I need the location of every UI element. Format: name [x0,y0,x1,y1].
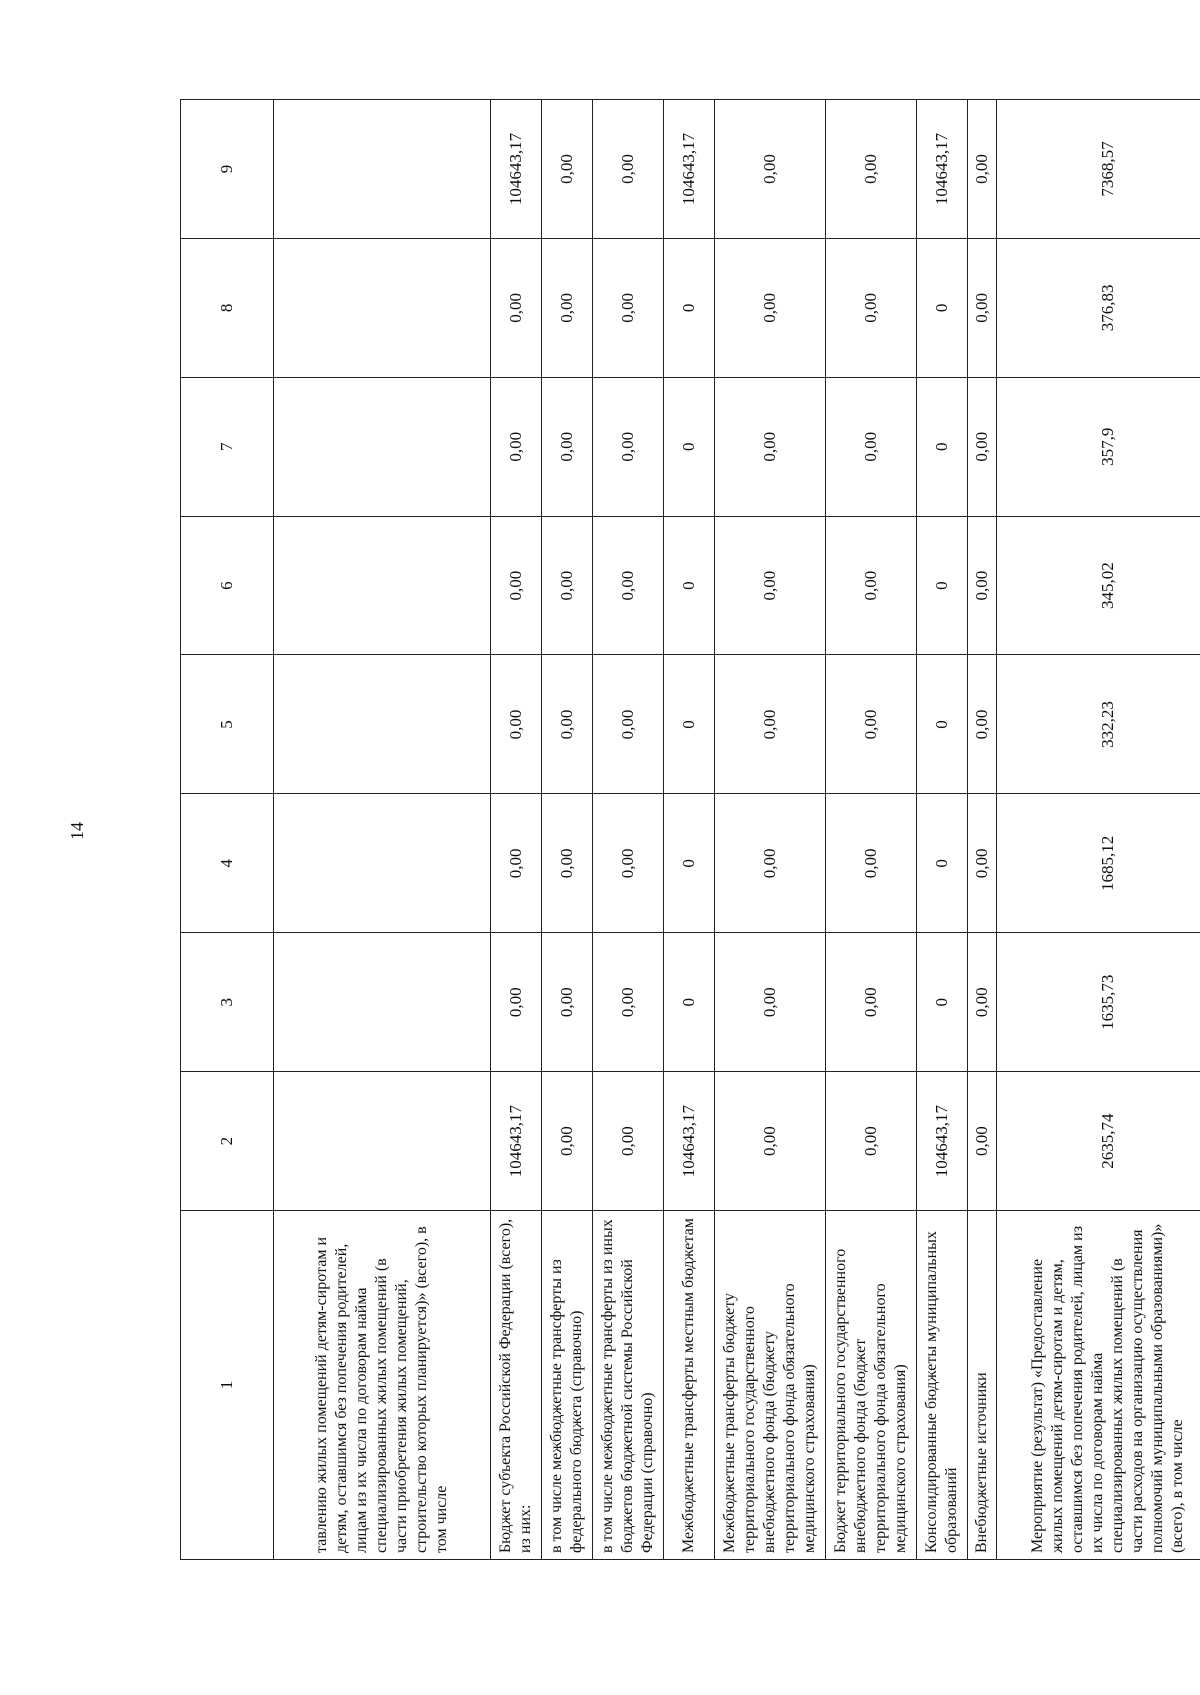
table-cell: 0,00 [968,1072,997,1211]
table-cell: 0,00 [826,933,917,1072]
table-cell: 104643,17 [917,1072,968,1211]
column-header: 4 [181,794,274,933]
table-row [968,100,997,1560]
table-cell: 0,00 [826,377,917,516]
row-label: Межбюджетные трансферты местным бюджетам [664,1211,715,1560]
table-cell: 104643,17 [664,1072,715,1211]
column-header: 1 [181,1211,274,1560]
table-cell: 332,23 [997,655,1200,794]
table-cell: 0,00 [715,1072,826,1211]
table-cell: 104643,17 [664,100,715,239]
table-cell: 0,00 [968,100,997,239]
table-cell: 0,00 [715,238,826,377]
table-cell: 0,00 [542,655,593,794]
table-cell: 104643,17 [917,100,968,239]
table-cell: 104643,17 [491,1072,542,1211]
table-cell: 0,00 [542,516,593,655]
table-cell: 0 [664,655,715,794]
table-cell: 0,00 [542,238,593,377]
table-cell: 0,00 [542,933,593,1072]
table-cell: 0,00 [542,100,593,239]
table-cell: 357,9 [997,377,1200,516]
table-cell: 0,00 [491,794,542,933]
table-cell: 2635,74 [997,1072,1200,1211]
column-header: 8 [181,238,274,377]
table-cell [274,794,491,933]
table-cell: 0,00 [491,377,542,516]
row-label: Бюджет субъекта Российской Федерации (всего), из них: [491,1211,542,1560]
table-cell: 0 [917,794,968,933]
table-cell: 0,00 [968,238,997,377]
table-cell: 0,00 [968,933,997,1072]
table-cell: 0,00 [542,1072,593,1211]
table-cell: 0 [917,516,968,655]
row-label: Мероприятие (результат) «Предоставление жилых помещений детям-сиротам и детям, оставшимся без попечения родителей, лицам из их числа по договорам найма специализированных жилых помещений (в части расходов на организацию осуществления полномочий муниципальными образованиями)» (всего), в том числе [997,1211,1200,1560]
budget-table [180,99,1200,1560]
column-header: 5 [181,655,274,794]
table-cell: 1685,12 [997,794,1200,933]
table-cell: 0,00 [715,100,826,239]
table-cell: 0,00 [826,100,917,239]
table-cell: 376,83 [997,238,1200,377]
table-cell: 0 [917,655,968,794]
row-label: Консолидированные бюджеты муниципальных образований [917,1211,968,1560]
column-header: 6 [181,516,274,655]
table-row [826,100,917,1560]
table-cell: 104643,17 [491,100,542,239]
column-header: 9 [181,100,274,239]
table-cell: 0 [917,377,968,516]
table-cell: 1635,73 [997,933,1200,1072]
table-cell [274,1072,491,1211]
table-cell: 0,00 [491,238,542,377]
table-cell: 0 [664,516,715,655]
table-cell: 0,00 [593,794,664,933]
table-cell: 0,00 [826,794,917,933]
table-cell: 0,00 [968,655,997,794]
table-cell: 345,02 [997,516,1200,655]
table-cell: 0,00 [715,655,826,794]
column-header: 7 [181,377,274,516]
table-cell: 0,00 [593,516,664,655]
row-label: тавлению жилых помещений детям-сиротам и детям, оставшимся без попечения родителей, лицам из их числа по договорам найма специализированных жилых помещений (в части приобретения жилых помещений, строительство которых планируется)» (всего), в том числе [274,1211,491,1560]
table-cell: 0,00 [491,516,542,655]
table-row [917,100,968,1560]
table-cell: 0,00 [491,933,542,1072]
table-cell: 0,00 [593,100,664,239]
table-cell: 0,00 [593,1072,664,1211]
table-cell: 0,00 [715,377,826,516]
table-row [593,100,664,1560]
table-cell: 0,00 [826,655,917,794]
table-row [491,100,542,1560]
table-cell: 0,00 [593,933,664,1072]
table-row [542,100,593,1560]
table-cell: 0,00 [593,655,664,794]
table-cell [274,516,491,655]
table-cell [274,100,491,239]
table-cell: 0,00 [715,794,826,933]
row-label: Внебюджетные источники [968,1211,997,1560]
row-label: в том числе межбюджетные трансферты из иных бюджетов бюджетной системы Российской Федерации (справочно) [593,1211,664,1560]
table-cell [274,377,491,516]
table-row [664,100,715,1560]
table-cell: 0,00 [593,377,664,516]
table-cell [274,238,491,377]
table-cell: 0 [664,794,715,933]
table-rotator [180,100,1186,1560]
table-cell: 0 [664,238,715,377]
table-cell: 0,00 [542,377,593,516]
page-number: 14 [67,822,87,840]
table-cell: 0,00 [826,238,917,377]
table-cell: 0,00 [715,516,826,655]
table-cell: 7368,57 [997,100,1200,239]
table-cell [274,933,491,1072]
table-header-row [181,100,274,1560]
table-cell: 0,00 [826,516,917,655]
table-cell: 0 [664,933,715,1072]
row-label: Межбюджетные трансферты бюджету территориального государственного внебюджетного фонда (бюджету территориального фонда обязательного медицинского страхования) [715,1211,826,1560]
table-row [715,100,826,1560]
row-label: Бюджет территориального государственного внебюджетного фонда (бюджет территориального фонда обязательного медицинского страхования) [826,1211,917,1560]
table-cell: 0,00 [715,933,826,1072]
table-cell: 0,00 [593,238,664,377]
column-header: 2 [181,1072,274,1211]
table-cell: 0,00 [968,377,997,516]
table-cell: 0 [664,377,715,516]
table-cell: 0,00 [968,794,997,933]
row-label: в том числе межбюджетные трансферты из федерального бюджета (справочно) [542,1211,593,1560]
table-cell: 0,00 [542,794,593,933]
table-wrap [180,100,1186,1560]
table-cell: 0,00 [826,1072,917,1211]
table-cell: 0,00 [968,516,997,655]
table-cell: 0 [917,238,968,377]
table-row [274,100,491,1560]
column-header: 3 [181,933,274,1072]
table-cell: 0 [917,933,968,1072]
table-row [997,100,1200,1560]
table-cell [274,655,491,794]
table-cell: 0,00 [491,655,542,794]
